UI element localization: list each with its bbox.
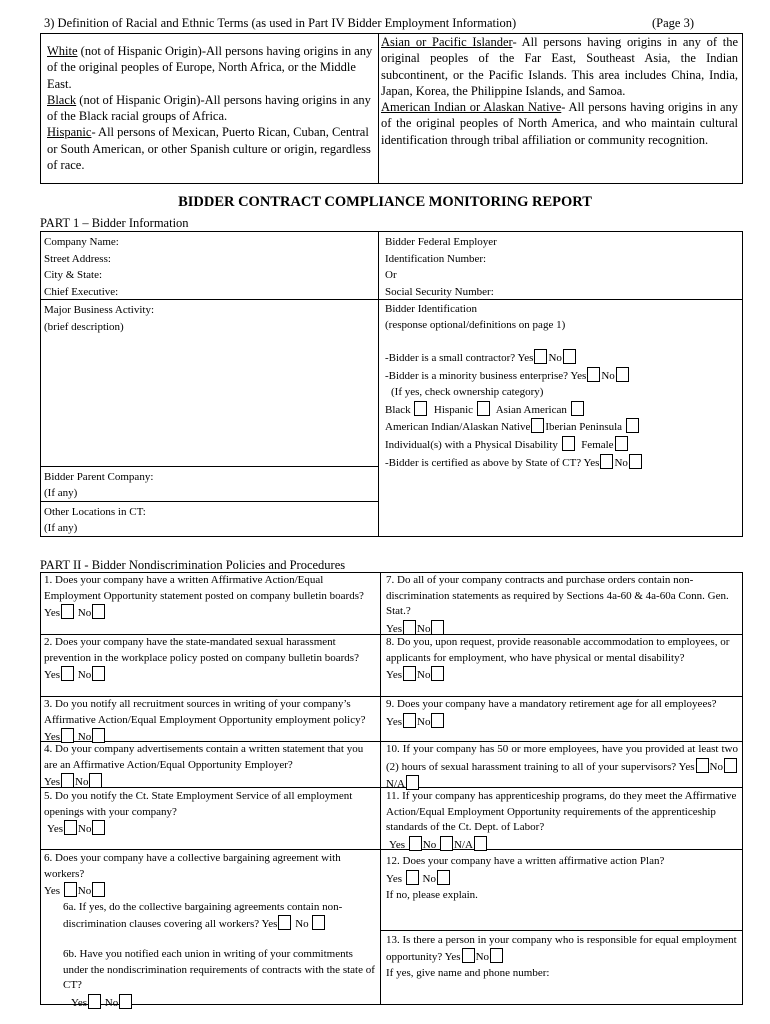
yes-label: Yes <box>44 776 61 789</box>
part1-divider <box>378 231 379 537</box>
yes-label: Yes <box>389 838 406 851</box>
part1-hline-2 <box>40 466 378 467</box>
q13-no-checkbox[interactable] <box>490 948 503 963</box>
iberian-label: Iberian Peninsula <box>545 421 623 434</box>
question-3 <box>44 697 378 746</box>
q11-yes-checkbox[interactable] <box>409 836 422 851</box>
other-locations <box>44 504 374 536</box>
q11-na-checkbox[interactable] <box>474 836 487 851</box>
no-label: No <box>417 715 431 728</box>
no-label: No <box>75 776 89 789</box>
question-6b <box>44 947 378 1011</box>
na-label: N/A <box>386 778 405 791</box>
fed-id-number-field[interactable]: Identification Number: <box>385 252 487 265</box>
check-category-label: (If yes, check ownership category) <box>391 385 544 398</box>
minority-enterprise-row <box>385 367 740 385</box>
q10-text: 10. If your company has 50 or more employees, have you provided at least two (2) hours of sexual harassment training to all of your supervisors? <box>386 743 738 773</box>
q4-text: 4. Do your company advertisements contain a written statement that you are an Affirmative Action/Equal Opportunity Employer? <box>44 743 364 771</box>
hispanic-term: Hispanic <box>47 125 92 140</box>
q6b-answer <box>63 994 378 1012</box>
brief-description-label: (brief description) <box>44 320 124 333</box>
q13-name-phone-field[interactable]: If yes, give name and phone number: <box>386 967 550 979</box>
certified-label: -Bidder is certified as above by State of CT? Yes <box>385 456 600 469</box>
q2-answer <box>44 666 378 684</box>
female-checkbox[interactable] <box>615 436 628 451</box>
question-10 <box>386 742 738 793</box>
iberian-checkbox[interactable] <box>626 418 639 433</box>
no-label: No <box>104 996 119 1009</box>
question-9 <box>386 697 738 730</box>
q12-text: 12. Does your company have a written affirmative action Plan? <box>386 855 665 867</box>
q11-text: 11. If your company has apprenticeship programs, do they meet the Affirmative Action/Equal Employment Opportunity requirements of the apprenticeship standards of the Ct. Dept. of Labor? <box>386 790 737 834</box>
other-locations-field[interactable]: Other Locations in CT: <box>44 506 146 518</box>
question-1 <box>44 573 378 622</box>
yes-label: Yes <box>678 760 695 773</box>
q1-text: 1. Does your company have a written Affirmative Action/Equal Employment Opportunity statement posted on company bulletin boards? <box>44 574 364 602</box>
hispanic-def: - All persons of Mexican, Puerto Rican, Cuban, Central or South American, or other Spanish culture or origin, regardless of race. <box>47 125 371 173</box>
q9-text: 9. Does your company have a mandatory retirement age for all employees? <box>386 698 717 710</box>
question-5 <box>44 789 378 838</box>
no-label: No <box>422 872 436 885</box>
no-label: No <box>295 918 309 931</box>
minority-enterprise-label: -Bidder is a minority business enterprise? Yes <box>385 370 587 383</box>
yes-label: Yes <box>444 951 461 963</box>
asian-def: - All persons having origins in any of the original peoples of the Far East, Southeast Asia, the Indian subcontinent, or the Pacific Islands. This area includes China, India, Japan, Korea, the Philippine Islands, and Samoa. <box>381 35 738 98</box>
white-term: White <box>47 44 78 58</box>
q8-no-checkbox[interactable] <box>431 666 444 681</box>
question-12 <box>386 853 738 904</box>
small-contractor-no-checkbox[interactable] <box>563 349 576 364</box>
question-13 <box>386 932 738 981</box>
yes-label: Yes <box>71 996 88 1009</box>
part2-divider <box>380 572 381 1005</box>
report-title: BIDDER CONTRACT COMPLIANCE MONITORING REPORT <box>178 194 592 210</box>
na-label: N/A <box>453 838 473 851</box>
yes-label: Yes <box>44 731 61 744</box>
q9-answer <box>386 713 738 731</box>
q12-no-checkbox[interactable] <box>437 870 450 885</box>
page-number: (Page 3) <box>652 16 694 30</box>
disability-label: Individual(s) with a Physical Disability <box>385 438 558 451</box>
major-activity-field[interactable]: Major Business Activity: <box>44 304 154 316</box>
amind-def: - All persons having origins in any of the original peoples of North America, and who maintain cultural identification through tribal affiliation or community recognition. <box>381 100 739 147</box>
fed-or-label: Or <box>385 269 397 281</box>
no-label: No <box>422 838 437 851</box>
asian-american-checkbox[interactable] <box>571 401 584 416</box>
chief-executive-field[interactable]: Chief Executive: <box>44 285 119 298</box>
q9-no-checkbox[interactable] <box>431 713 444 728</box>
fed-employer-label: Bidder Federal Employer <box>385 236 497 248</box>
q6a-text: 6a. If yes, do the collective bargaining agreements contain non-discrimination clauses covering all workers? <box>63 900 343 931</box>
company-name-field[interactable]: Company Name: <box>44 236 119 248</box>
q10-na-checkbox[interactable] <box>406 775 419 790</box>
parent-company-field[interactable]: Bidder Parent Company: <box>44 471 154 483</box>
q13-text: 13. Is there a person in your company who is responsible for equal employment opportunity? <box>386 934 737 963</box>
ownership-row-2 <box>385 418 740 436</box>
no-label: No <box>548 352 562 365</box>
minority-no-checkbox[interactable] <box>616 367 629 382</box>
certified-no-checkbox[interactable] <box>629 454 642 469</box>
q8-yes-checkbox[interactable] <box>403 666 416 681</box>
yes-label: Yes <box>386 669 403 682</box>
q5-yes-checkbox[interactable] <box>64 820 77 835</box>
yes-label: Yes <box>386 715 403 728</box>
certified-row <box>385 454 740 472</box>
question-4 <box>44 742 378 791</box>
definitions-divider <box>378 33 379 184</box>
q6b-text: 6b. Have you notified each union in writing of your commitments under the nondiscrimination requirements of contracts with the state of CT? <box>63 947 375 992</box>
q12-answer <box>386 870 738 888</box>
small-contractor-row <box>385 349 740 367</box>
no-label: No <box>475 951 490 963</box>
question-6 <box>44 851 378 1011</box>
q3-yes-checkbox[interactable] <box>61 728 74 743</box>
street-address-field[interactable]: Street Address: <box>44 252 111 265</box>
q1-answer <box>44 604 378 622</box>
yes-label: Yes <box>44 607 61 620</box>
part2-heading: PART II - Bidder Nondiscrimination Policies and Procedures <box>40 558 346 572</box>
q3-no-checkbox[interactable] <box>92 728 105 743</box>
section3-title-row <box>44 15 764 31</box>
definitions-left <box>47 43 373 173</box>
response-optional-label: (response optional/definitions on page 1) <box>385 318 566 331</box>
certified-yes-checkbox[interactable] <box>600 454 613 469</box>
ssn-field[interactable]: Social Security Number: <box>385 285 494 298</box>
yes-label: Yes <box>47 823 64 836</box>
hispanic-checkbox[interactable] <box>477 401 490 416</box>
question-6a <box>44 900 378 933</box>
no-label: No <box>417 669 431 682</box>
black-checkbox[interactable] <box>414 401 427 416</box>
q11-answer <box>386 836 738 854</box>
q8-text: 8. Do you, upon request, provide reasonable accommodation to employees, or applicants for employment, who have physical or mental disability? <box>386 636 730 664</box>
q7-yes-checkbox[interactable] <box>403 620 416 635</box>
ownership-row-3 <box>385 436 740 454</box>
black-term: Black <box>47 92 77 107</box>
no-label: No <box>78 823 92 836</box>
if-any-label: (If any) <box>44 487 78 499</box>
american-indian-label: American Indian/Alaskan Native <box>385 421 531 434</box>
bidder-id-label: Bidder Identification <box>385 303 477 315</box>
fed-employer-info <box>385 234 735 300</box>
q2-yes-checkbox[interactable] <box>61 666 74 681</box>
no-label: No <box>709 760 723 773</box>
q3-text: 3. Do you notify all recruitment sources in writing of your company’s Affirmative Action/Equal Employment Opportunity employment policy? <box>44 698 366 726</box>
question-7 <box>386 573 738 637</box>
q11-no-checkbox[interactable] <box>440 836 453 851</box>
q6b-no-checkbox[interactable] <box>119 994 132 1009</box>
q2-no-checkbox[interactable] <box>92 666 105 681</box>
part1-heading: PART 1 – Bidder Information <box>40 216 189 230</box>
q6-no-checkbox[interactable] <box>92 882 105 897</box>
q4-no-checkbox[interactable] <box>89 773 102 788</box>
q12-yes-checkbox[interactable] <box>406 870 419 885</box>
q6b-yes-checkbox[interactable] <box>88 994 101 1009</box>
q1-no-checkbox[interactable] <box>92 604 105 619</box>
no-label: No <box>601 370 615 383</box>
q6-yes-checkbox[interactable] <box>64 882 77 897</box>
small-contractor-yes-checkbox[interactable] <box>534 349 547 364</box>
minority-yes-checkbox[interactable] <box>587 367 600 382</box>
q8-answer <box>386 666 738 684</box>
no-label: No <box>614 456 628 469</box>
q5-answer <box>44 820 378 838</box>
q5-text: 5. Do you notify the Ct. State Employment Service of all employment openings with your company? <box>44 790 353 818</box>
no-label: No <box>77 731 92 744</box>
white-def: (not of Hispanic Origin)-All persons having origins in any of the original peoples of Europe, North Africa, or the Middle East. <box>47 44 373 91</box>
black-def: (not of Hispanic Origin)-All persons having origins in any of the Black racial groups of Africa. <box>47 92 371 124</box>
q7-text: 7. Do all of your company contracts and purchase orders contain non-discrimination statements as required by Sections 4a-60 & 4a-60a Conn. Gen. Stat.? <box>386 574 729 618</box>
disability-checkbox[interactable] <box>562 436 575 451</box>
parent-company <box>44 469 374 501</box>
no-label: No <box>77 885 92 898</box>
q6-answer <box>44 882 378 900</box>
ownership-row-1 <box>385 401 740 419</box>
q13-yes-checkbox[interactable] <box>462 948 475 963</box>
question-11 <box>386 789 738 853</box>
american-indian-checkbox[interactable] <box>531 418 544 433</box>
question-2 <box>44 635 378 684</box>
if-any-label-2: (If any) <box>44 522 78 534</box>
small-contractor-label: -Bidder is a small contractor? Yes <box>385 352 534 365</box>
q10-yes-checkbox[interactable] <box>696 758 709 773</box>
definitions-right <box>381 34 738 148</box>
city-state-field[interactable]: City & State: <box>44 269 103 281</box>
no-label: No <box>417 622 431 635</box>
q5-no-checkbox[interactable] <box>92 820 105 835</box>
bidder-identification <box>385 302 740 471</box>
yes-label: Yes <box>386 622 403 635</box>
question-8 <box>386 635 738 684</box>
asian-american-label: Asian American <box>495 403 567 416</box>
female-label: Female <box>581 438 614 451</box>
major-activity <box>44 302 374 335</box>
amind-term: American Indian or Alaskan Native <box>381 100 562 115</box>
yes-label: Yes <box>44 669 61 682</box>
hispanic-label: Hispanic <box>433 403 474 416</box>
q4-yes-checkbox[interactable] <box>61 773 74 788</box>
no-label: No <box>77 669 92 682</box>
q10-no-checkbox[interactable] <box>724 758 737 773</box>
yes-label: Yes <box>386 872 403 885</box>
q2-text: 2. Does your company have the state-mandated sexual harassment prevention in the workplace policy posted on company bulletin boards? <box>44 636 359 664</box>
q1-yes-checkbox[interactable] <box>61 604 74 619</box>
yes-label: Yes <box>261 918 278 931</box>
no-label: No <box>77 607 92 620</box>
yes-label: Yes <box>44 885 61 898</box>
section3-title: 3) Definition of Racial and Ethnic Terms (as used in Part IV Bidder Employment Information) <box>44 16 517 30</box>
company-info <box>44 234 374 300</box>
part1-hline-3 <box>40 501 378 502</box>
q7-no-checkbox[interactable] <box>431 620 444 635</box>
asian-term: Asian or Pacific Islander <box>381 35 513 49</box>
q6a-yes-checkbox[interactable] <box>278 915 291 930</box>
q6a-no-checkbox[interactable] <box>312 915 325 930</box>
q9-yes-checkbox[interactable] <box>403 713 416 728</box>
q12-explain-field[interactable]: If no, please explain. <box>386 889 478 901</box>
black-label: Black <box>385 403 411 416</box>
q6-text: 6. Does your company have a collective bargaining agreement with workers? <box>44 852 341 880</box>
